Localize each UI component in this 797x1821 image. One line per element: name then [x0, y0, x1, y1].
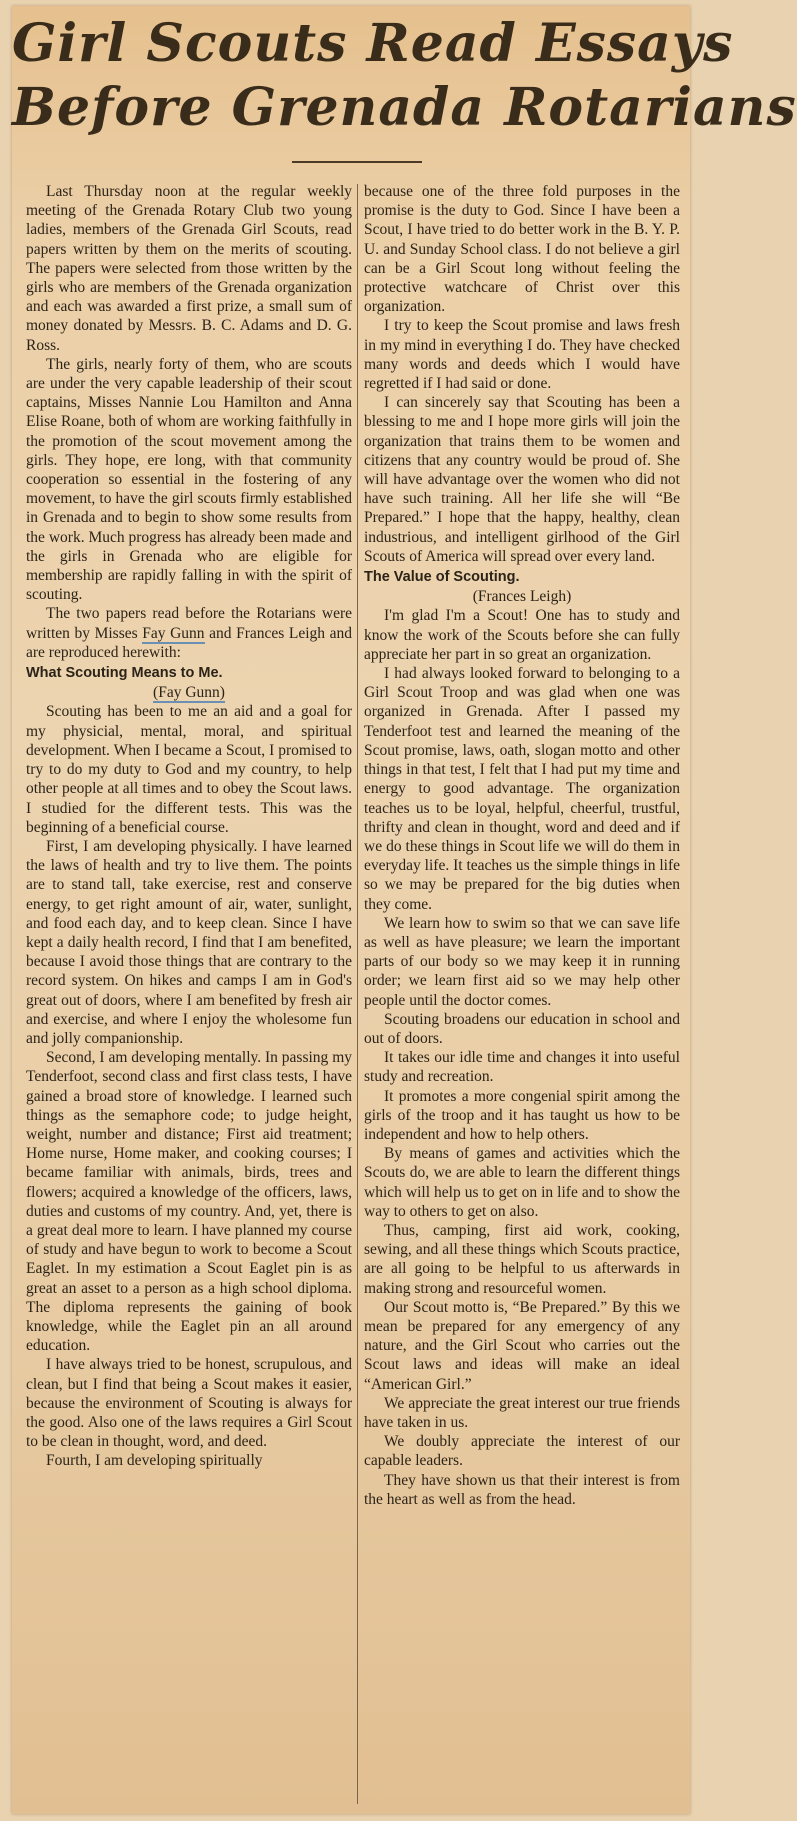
- paragraph: I had always looked forward to belonging to a Girl Scout Troop and was glad when one was organized in Grenada. After I passed my Tenderfoot test and learned the meaning of the Scout promise, laws, oath, slogan motto and other things in that test, I felt that I had put my time and energy to good advantage. The organization teaches us to be loyal, helpful, cheerful, trustful, thrifty and clean in thought, word and deed and if we do these things in Scout life we will do them in everyday life. It teaches us the simple things in life so we may be prepared for the big duties when they come.: [364, 665, 680, 913]
- paragraph: I'm glad I'm a Scout! One has to study and know the work of the Scouts before she can fully appreciate her part in so great an organization.: [364, 607, 680, 663]
- paragraph: We learn how to swim so that we can save life as well as have pleasure; we learn the important parts of our body so we may keep it in running order; we learn first aid so we may help other people until the doctor comes.: [364, 914, 680, 1009]
- newspaper-clipping: [12, 6, 797, 1814]
- paragraph: Fourth, I am developing spiritually: [46, 1452, 263, 1470]
- headline-line-2: Before Grenada Rotarians: [12, 77, 797, 138]
- paragraph: Second, I am developing mentally. In passing my Tenderfoot, second class and first class tests, I have gained a broad store of knowledge. I learned such things as the semaphore code; to judge height, weight, number and distance; First aid treatment; Home nurse, Home maker, and cooking courses; I became familiar with animals, birds, trees and flowers; acquired a knowledge of the officers, laws, duties and customs of my country. And, yet, there is a great deal more to learn. I have planned my course of study and have begun to work to become a Scout Eaglet. In my estimation a Scout Eaglet pin is as great an asset to a person as a high school diploma. The diploma represents the gaining of book knowledge, while the Eaglet pin an all around education.: [26, 1049, 352, 1355]
- paragraph: [26, 604, 352, 662]
- essay-author: [26, 683, 352, 702]
- column-divider: [357, 184, 358, 1804]
- paragraph: First, I am developing physically. I have learned the laws of health and try to live them. The points are to stand tall, take exercise, rest and conserve energy, to get right amount of air, water, sunlight, and food each day, and to keep clean. Since I have kept a daily health record, I find that I am benefited, because I avoid those things that are contrary to the record system. On hikes and camps I am in God's great out of doors, where I am benefited by fresh air and exercise, and where I enjoy the wholesome fun and jolly companionship.: [26, 837, 352, 1047]
- paragraph: They have shown us that their interest is from the heart as well as from the head.: [364, 1471, 680, 1508]
- paragraph: It takes our idle time and changes it into useful study and recreation.: [364, 1049, 680, 1086]
- essay-title: The Value of Scouting.: [364, 569, 520, 586]
- paragraph: The girls, nearly forty of them, who are scouts are under the very capable leadership of their scout captains, Misses Nannie Lou Hamilton and Anna Elise Roane, both of whom are working faithfully in the promotion of the scout movement among the girls. They hope, ere long, with that community cooperation so essential in the fostering of any movement, to have the girl scouts firmly established in Grenada and to begin to show some results from the work. Much progress has already been made and the girls in Grenada who are eligible for membership are rapidly falling in with the spirit of scouting.: [26, 355, 352, 604]
- headline: [12, 12, 797, 140]
- headline-line-1: Girl Scouts Read Essays: [12, 13, 734, 74]
- paragraph: Thus, camping, first aid work, cooking, sewing, and all these things which Scouts practice, are all going to be helpful to us afterwards in making strong and resourceful women.: [364, 1221, 680, 1297]
- paragraph: I try to keep the Scout promise and laws fresh in my mind in everything I do. They have checked many words and deeds which I would have regretted if I had said or done.: [364, 317, 680, 393]
- paragraph: I have always tried to be honest, scrupulous, and clean, but I find that being a Scout makes it easier, because the environment of Scouting is always for the good. Also one of the laws requires a Girl Scout to be clean in thought, word, and deed.: [26, 1356, 352, 1451]
- paragraph: Scouting broadens our education in school and out of doors.: [364, 1010, 680, 1047]
- paragraph: because one of the three fold purposes in the promise is the duty to God. Since I have been a Scout, I have tried to do better work in the B. Y. P. U. and Sunday School class. I do not believe a girl can be a Girl Scout long without feeling the protective watchcare of Christ over this organization.: [364, 183, 680, 316]
- right-column: [364, 182, 680, 1810]
- paragraph: Scouting has been to me an aid and a goal for my physicial, mental, moral, and spiritual development. When I became a Scout, I promised to try to do my duty to God and my country, to help other people at all times and to obey the Scout laws. I studied for the different tests. This was the beginning of a beneficial course.: [26, 703, 352, 836]
- paragraph: I can sincerely say that Scouting has been a blessing to me and I hope more girls will join the organization that trains them to be women and citizens that any country would be proud of. She will have advantage over the women who did not have such training. All her life she will “Be Prepared.” I hope that the happy, healthy, clean industrious, and intelligent girlhood of the Girl Scouts of America will spread over every land.: [364, 394, 680, 565]
- paragraph: Our Scout motto is, “Be Prepared.” By this we mean be prepared for any emergency of any nature, and the Girl Scout who carries out the Scout laws and ideas will make an ideal “American Girl.”: [364, 1298, 680, 1393]
- underlined-name: Fay Gunn: [142, 624, 205, 642]
- essay-title: What Scouting Means to Me.: [26, 665, 223, 682]
- article-body: [18, 182, 684, 1810]
- paragraph: By means of games and activities which the Scouts do, we are able to learn the different things which will help us to get on in life and to show the way to others to get on also.: [364, 1145, 680, 1220]
- paragraph: It promotes a more congenial spirit among the girls of the troop and it has taught us how to be independent and how to help others.: [364, 1087, 680, 1143]
- paragraph-text: The two papers read before the Rotarians were written by Misses: [26, 605, 352, 642]
- paragraph: We doubly appreciate the interest of our capable leaders.: [364, 1433, 680, 1470]
- paragraph: Last Thursday noon at the regular weekly meeting of the Grenada Rotary Club two young ladies, members of the Grenada Girl Scouts, read papers written by them on the merits of scouting. The papers were selected from those written by the girls who are members of the Grenada organization and each was awarded a first prize, a small sum of money donated by Messrs. B. C. Adams and D. G. Ross.: [26, 183, 352, 354]
- paragraph: We appreciate the great interest our true friends have taken in us.: [364, 1394, 680, 1431]
- paragraph-text: and Frances Leigh and are reproduced herewith:: [26, 624, 353, 661]
- headline-rule: [292, 161, 422, 163]
- essay-author: (Frances Leigh): [472, 588, 572, 606]
- author-name: (Fay Gunn): [153, 684, 225, 702]
- left-column: [26, 182, 352, 1810]
